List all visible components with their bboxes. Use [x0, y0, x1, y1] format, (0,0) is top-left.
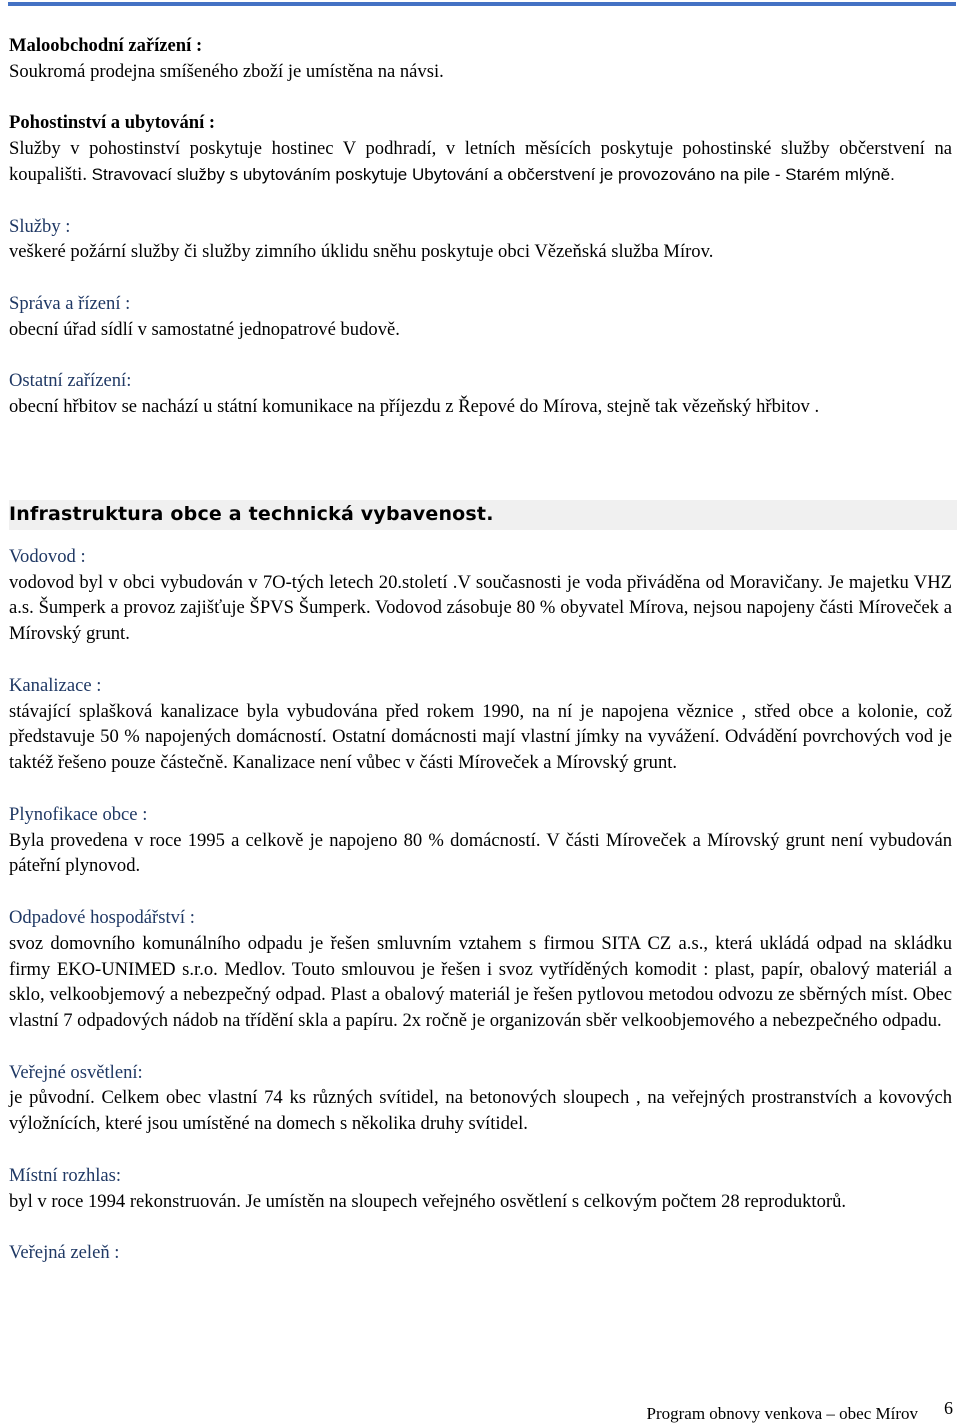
text-sewer: stávající splašková kanalizace byla vybudována před rokem 1990, na ní je napojena věznice , střed obce a kolonie, což představuje 50 % napojených domácností. Ostatní domácnosti mají vlastní jímky na vyvážení. Odvádění povrchových vod je taktéž řešeno pouze částečně. Kanalizace není vůbec v části Míroveček a Mírovský grunt.: [9, 700, 952, 774]
text-other: obecní hřbitov se nachází u státní komunikace na příjezdu z Řepové do Mírova, stejně tak vězeňský hřbitov .: [9, 396, 820, 418]
text-radio: byl v roce 1994 rekonstruován. Je umístěn na sloupech veřejného osvětlení s celkovým počtem 28 reproduktorů.: [9, 1190, 847, 1212]
heading-water: Vodovod :: [9, 545, 86, 567]
section-retail: [9, 33, 952, 85]
section-administration: [9, 291, 952, 343]
heading-waste: Odpadové hospodářství :: [9, 906, 195, 928]
spacer: [9, 446, 952, 500]
heading-retail: Maloobchodní zařízení :: [9, 35, 203, 56]
section-services: [9, 214, 952, 266]
section-gas: [9, 802, 952, 879]
heading-administration: Správa a řízení :: [9, 292, 131, 314]
text-lighting: je původní. Celkem obec vlastní 74 ks různých svítidel, na betonových sloupech , na veřejných prostranstvích a kovových výložnících, které jsou umístěné na domech s několika druhy svítidel.: [9, 1087, 952, 1135]
text-administration: obecní úřad sídlí v samostatné jednopatrové budově.: [9, 318, 400, 340]
section-greenery: [9, 1240, 952, 1266]
document-body: [9, 33, 952, 1292]
text-retail: Soukromá prodejna smíšeného zboží je umístěna na návsi.: [9, 60, 444, 82]
text-hospitality: [9, 136, 952, 188]
section-water: [9, 544, 952, 647]
heading-radio: Místní rozhlas:: [9, 1164, 122, 1186]
text-water: vodovod byl v obci vybudován v 7O-tých letech 20.století .V současnosti je voda přiváděna od Moravičany. Je majetku VHZ a.s. Šumperk a provoz zajišťuje ŠPVS Šumperk. Vodovod zásobuje 80 % obyvatel Mírova, nejsou napojeny části Míroveček a Mírovský grunt.: [9, 571, 952, 645]
section-hospitality: [9, 110, 952, 187]
heading-other: Ostatní zařízení:: [9, 370, 132, 392]
heading-services: Služby :: [9, 215, 71, 237]
section-radio: [9, 1163, 952, 1215]
page-number: 6: [944, 1398, 953, 1418]
text-gas: Byla provedena v roce 1995 a celkově je napojeno 80 % domácností. V části Míroveček a Mírovský grunt není vybudován páteřní plynovod.: [9, 829, 952, 877]
heading-hospitality: Pohostinství a ubytování :: [9, 112, 216, 134]
text-hospitality-part1: Služby v pohostinství poskytuje hostinec V podhradí, v letních měsících poskytuje pohostinské služby občerstvení na koupališti.: [9, 138, 952, 185]
infrastructure-heading-band: [9, 500, 957, 530]
section-waste: [9, 905, 952, 1034]
top-rule: [8, 2, 956, 6]
heading-greenery: Veřejná zeleň :: [9, 1242, 120, 1264]
section-lighting: [9, 1060, 952, 1137]
section-other: [9, 368, 952, 420]
heading-lighting: Veřejné osvětlení:: [9, 1061, 143, 1083]
text-services: veškeré požární služby či služby zimního úklidu sněhu poskytuje obci Vězeňská služba Mírov.: [9, 241, 714, 263]
heading-gas: Plynofikace obce :: [9, 803, 148, 825]
text-hospitality-part2: Stravovací služby s ubytováním poskytuje Ubytování a občerstvení je provozováno na pile - Starém mlýně.: [91, 164, 895, 184]
text-waste: svoz domovního komunálního odpadu je řešen smluvním vztahem s firmou SITA CZ a.s., která ukládá odpad na skládku firmy EKO-UNIMED s.r.o. Medlov. Touto smlouvou je řešen i svoz vytříděných komodit : plast, papír, obalový materiál a sklo, velkoobjemový a nebezpečný odpad. Plast a obalový materiál je řešen pytlovou metodou odvozu ze sběrných míst. Obec vlastní 7 odpadových nádob na třídění skla a papíru. 2x ročně je organizován sběr velkoobjemového a nebezpečného odpadu.: [9, 932, 952, 1032]
page-footer: Program obnovy venkova – obec Mírov: [646, 1404, 918, 1423]
infrastructure-heading: Infrastruktura obce a technická vybavenost.: [9, 502, 494, 525]
heading-sewer: Kanalizace :: [9, 674, 102, 696]
section-sewer: [9, 673, 952, 776]
